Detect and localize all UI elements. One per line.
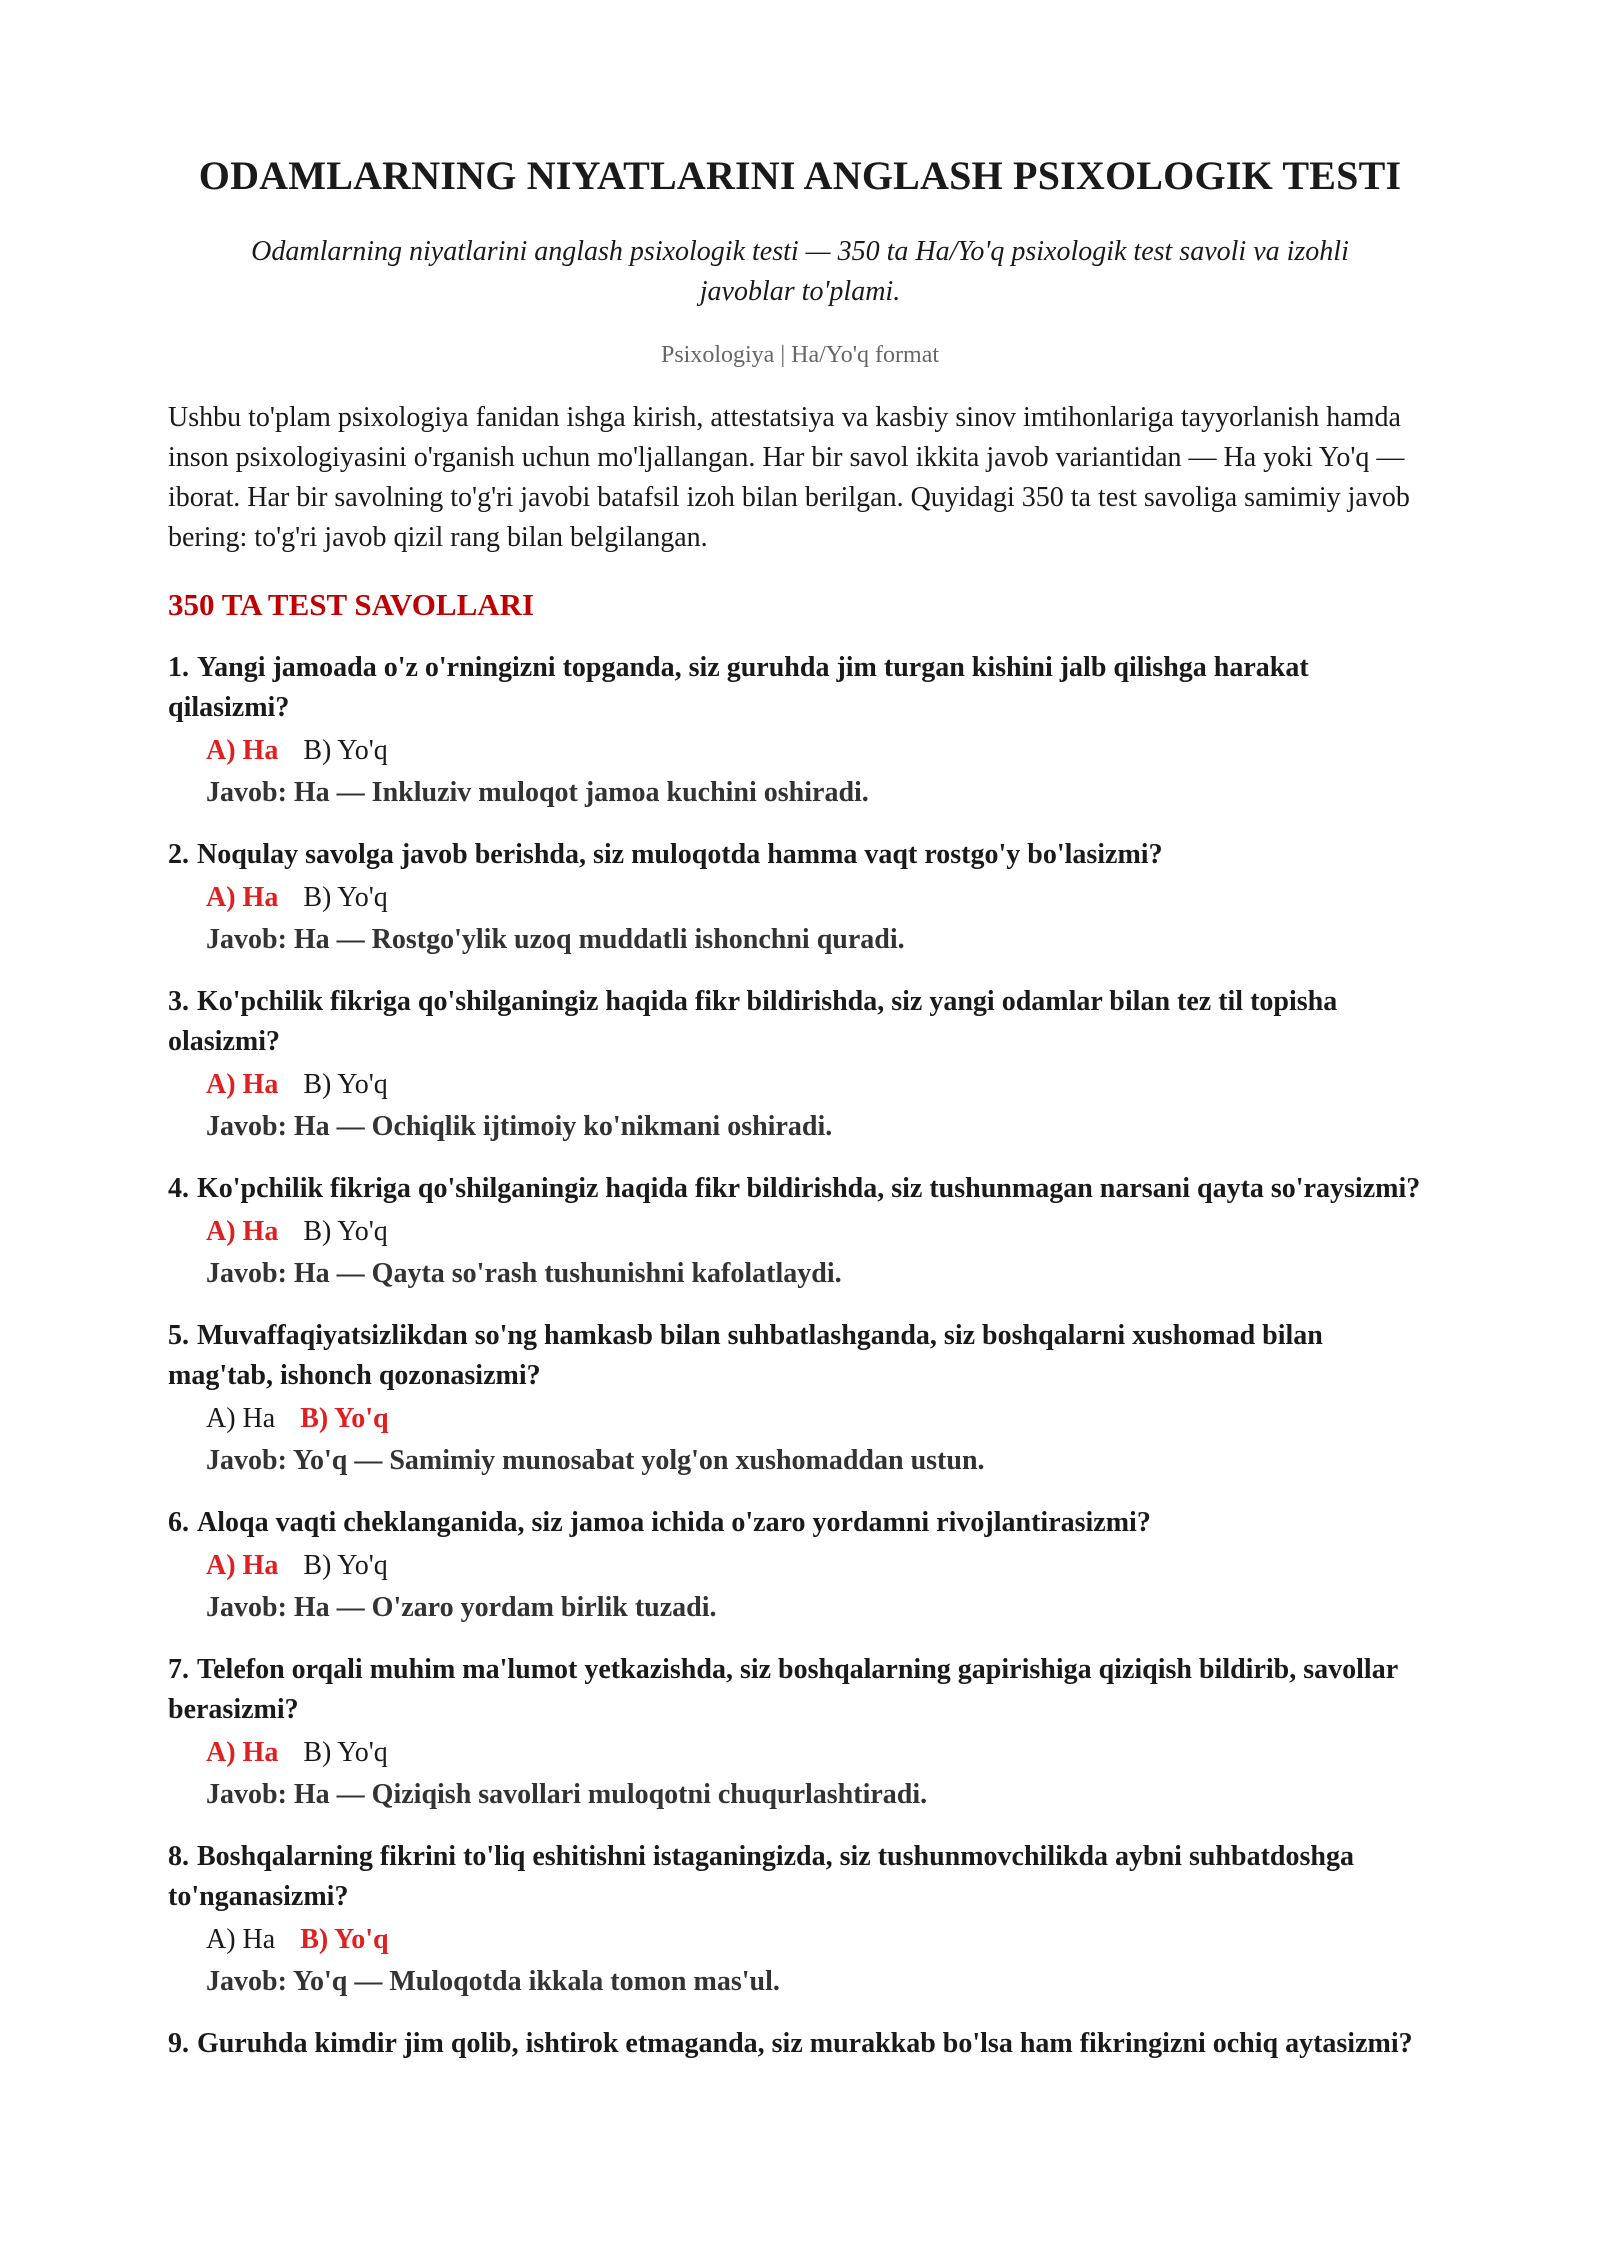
option-b[interactable]: B) Yo'q: [300, 1403, 389, 1434]
answer-options: [206, 877, 1432, 919]
document-subtitle: Odamlarning niyatlarini anglash psixologik testi — 350 ta Ha/Yo'q psixologik test savoli va izohli javoblar to'plami.: [251, 236, 1349, 307]
option-a[interactable]: A) Ha: [206, 735, 279, 766]
answer-options: [206, 1211, 1432, 1253]
question-item: [168, 1837, 1432, 2003]
option-a[interactable]: A) Ha: [206, 882, 279, 913]
question-number: 9.: [168, 2028, 189, 2059]
option-a[interactable]: A) Ha: [206, 1550, 279, 1581]
answer-options: [206, 1732, 1432, 1774]
answer-explanation: Javob: Ha — Inkluziv muloqot jamoa kuchini oshiradi.: [206, 777, 869, 808]
question-item: [168, 1169, 1432, 1295]
option-b[interactable]: B) Yo'q: [303, 735, 388, 766]
question-item: [168, 982, 1432, 1148]
question-number: 8.: [168, 1841, 189, 1872]
option-a[interactable]: A) Ha: [206, 1737, 279, 1768]
answer-options: [206, 1064, 1432, 1106]
question-item: [168, 1503, 1432, 1629]
document-meta: Psixologiya | Ha/Yo'q format: [660, 342, 940, 368]
question-item: [168, 2024, 1432, 2064]
option-b[interactable]: B) Yo'q: [303, 1550, 388, 1581]
answer-options: [206, 1919, 1432, 1961]
question-text: [168, 1169, 1432, 1209]
question-body: Telefon orqali muhim ma'lumot yetkazishda, siz boshqalarning gapirishiga qiziqish bildirib, savollar berasizmi?: [168, 1654, 1398, 1725]
intro-paragraph: Ushbu to'plam psixologiya fanidan ishga kirish, attestatsiya va kasbiy sinov imtihonlariga tayyorlanish hamda inson psixologiyasini o'rganish uchun mo'ljallangan. Har bir savol ikkita javob variantidan — Ha yoki Yo'q — iborat. Har bir savolning to'g'ri javobi batafsil izoh bilan berilgan. Quyidagi 350 ta test savoliga samimiy javob bering: to'g'ri javob qizil rang bilan belgilangan.: [168, 402, 1410, 553]
answer-options: [206, 730, 1432, 772]
question-number: 7.: [168, 1654, 189, 1685]
question-item: [168, 1316, 1432, 1482]
question-body: Noqulay savolga javob berishda, siz muloqotda hamma vaqt rostgo'y bo'lasizmi?: [197, 839, 1163, 870]
answer-explanation: Javob: Ha — Rostgo'ylik uzoq muddatli ishonchni quradi.: [206, 924, 905, 955]
option-b[interactable]: B) Yo'q: [303, 1737, 388, 1768]
question-body: Yangi jamoada o'z o'rningizni topganda, siz guruhda jim turgan kishini jalb qilishga harakat qilasizmi?: [168, 652, 1309, 723]
question-item: [168, 648, 1432, 814]
answer-explanation: Javob: Ha — Qiziqish savollari muloqotni chuqurlashtiradi.: [206, 1779, 928, 1810]
question-body: Aloqa vaqti cheklanganida, siz jamoa ichida o'zaro yordamni rivojlantirasizmi?: [197, 1507, 1151, 1538]
option-a[interactable]: A) Ha: [206, 1069, 279, 1100]
answer-explanation: Javob: Yo'q — Muloqotda ikkala tomon mas'ul.: [206, 1966, 780, 1997]
question-list: [168, 648, 1432, 2064]
answer-explanation: Javob: Ha — O'zaro yordam birlik tuzadi.: [206, 1592, 717, 1623]
question-number: 3.: [168, 986, 189, 1017]
question-text: [168, 648, 1432, 728]
question-text: [168, 835, 1432, 875]
option-a[interactable]: A) Ha: [206, 1403, 276, 1434]
question-number: 2.: [168, 839, 189, 870]
question-body: Ko'pchilik fikriga qo'shilganingiz haqida fikr bildirishda, siz yangi odamlar bilan tez til topisha olasizmi?: [168, 986, 1338, 1057]
section-title: 350 TA TEST SAVOLLARI: [168, 587, 535, 622]
question-number: 6.: [168, 1507, 189, 1538]
option-b[interactable]: B) Yo'q: [303, 1069, 388, 1100]
answer-options: [206, 1545, 1432, 1587]
question-item: [168, 835, 1432, 961]
answer-explanation: Javob: Ha — Ochiqlik ijtimoiy ko'nikmani oshiradi.: [206, 1111, 833, 1142]
option-b[interactable]: B) Yo'q: [303, 882, 388, 913]
answer-explanation: Javob: Ha — Qayta so'rash tushunishni kafolatlaydi.: [206, 1258, 842, 1289]
question-item: [168, 1650, 1432, 1816]
option-b[interactable]: B) Yo'q: [300, 1924, 389, 1955]
question-text: [168, 1650, 1432, 1730]
question-body: Muvaffaqiyatsizlikdan so'ng hamkasb bilan suhbatlashganda, siz boshqalarni xushomad bilan mag'tab, ishonch qozonasizmi?: [168, 1320, 1323, 1391]
question-number: 5.: [168, 1320, 189, 1351]
document-title: ODAMLARNING NIYATLARINI ANGLASH PSIXOLOGIK TESTI: [198, 153, 1402, 198]
option-a[interactable]: A) Ha: [206, 1216, 279, 1247]
question-body: Ko'pchilik fikriga qo'shilganingiz haqida fikr bildirishda, siz tushunmagan narsani qayta so'raysizmi?: [197, 1173, 1421, 1204]
question-text: [168, 2024, 1432, 2064]
answer-options: [206, 1398, 1432, 1440]
question-text: [168, 1316, 1432, 1396]
question-number: 4.: [168, 1173, 189, 1204]
answer-explanation: Javob: Yo'q — Samimiy munosabat yolg'on xushomaddan ustun.: [206, 1445, 985, 1476]
question-text: [168, 1503, 1432, 1543]
question-number: 1.: [168, 652, 189, 683]
question-body: Boshqalarning fikrini to'liq eshitishni istaganingizda, siz tushunmovchilikda aybni suhbatdoshga to'nganasizmi?: [168, 1841, 1354, 1912]
option-b[interactable]: B) Yo'q: [303, 1216, 388, 1247]
question-text: [168, 982, 1432, 1062]
question-text: [168, 1837, 1432, 1917]
option-a[interactable]: A) Ha: [206, 1924, 276, 1955]
question-body: Guruhda kimdir jim qolib, ishtirok etmaganda, siz murakkab bo'lsa ham fikringizni ochiq aytasizmi?: [197, 2028, 1413, 2059]
